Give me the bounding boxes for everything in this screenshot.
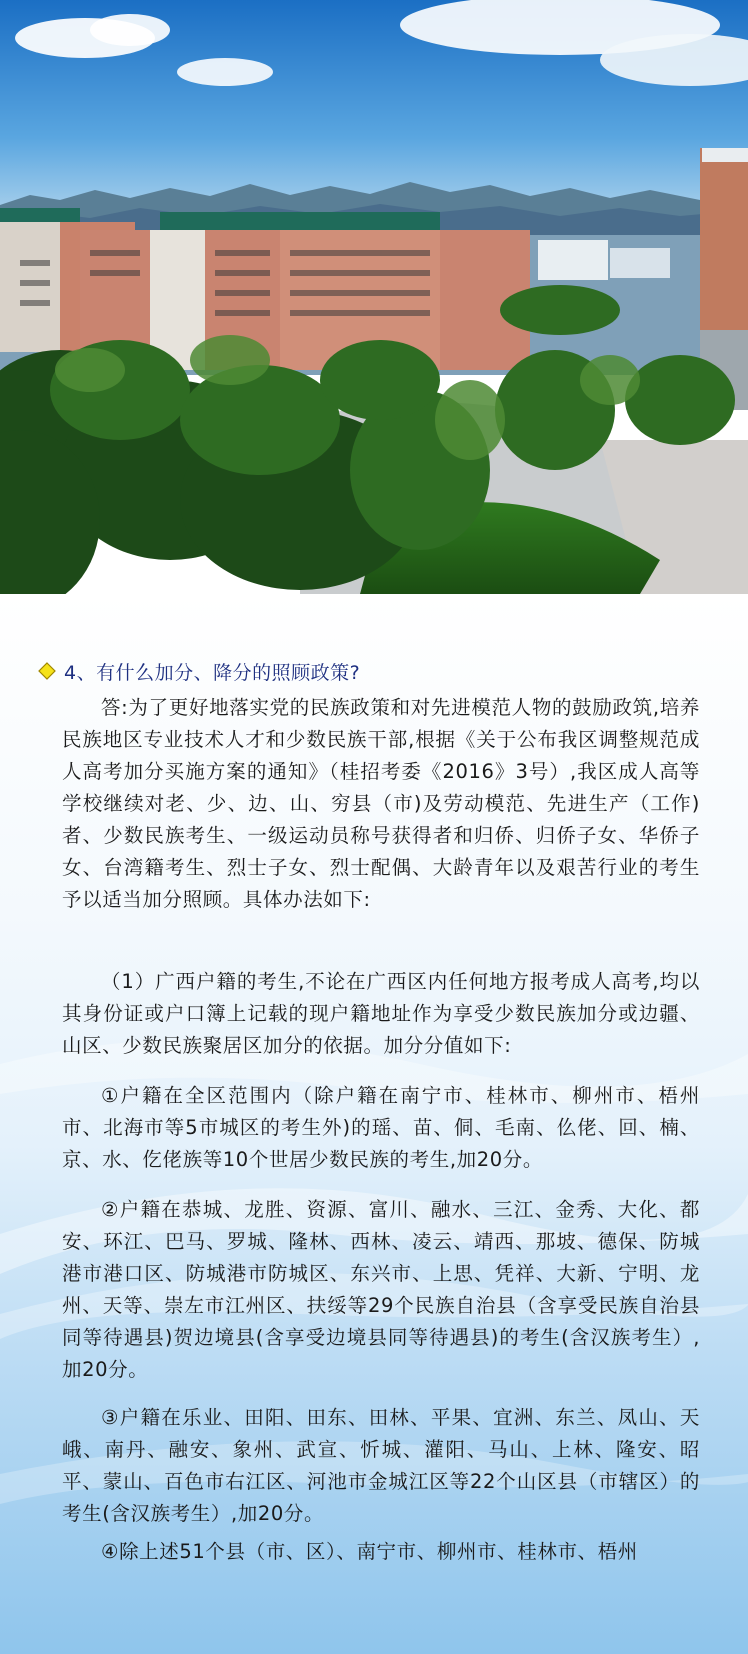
rule-1-paragraph: （1）广西户籍的考生,不论在广西区内任何地方报考成人高考,均以其身份证或户口簿上记载的现户籍地址作为享受少数民族加分或边疆、山区、少数民族聚居区加分的依据。加分分值如下: [62,970,700,1057]
diamond-bullet-icon [38,662,56,680]
campus-photo [0,0,748,594]
rule-1b-paragraph: ②户籍在恭城、龙胜、资源、富川、融水、三江、金秀、大化、都安、环江、巴马、罗城、隆林、西林、凌云、靖西、那坡、德保、防城港市港口区、防城港市防城区、东兴市、上思、凭祥、大新、宁明、龙州、天等、崇左市江州区、扶绥等29个民族自治县（含享受民族自治县同等待遇县)贺边境县(含享受边境县同等待遇县)的考生(含汉族考生）,加20分。 [62,1198,700,1381]
rule-1d-paragraph: ④除上述51个县（市、区）、南宁市、柳州市、桂林市、梧州 [101,1540,638,1563]
policy-content [0,594,748,1654]
section-heading [38,656,360,686]
answer-paragraph: 答:为了更好地落实党的民族政策和对先进模范人物的鼓励政筑,培养民族地区专业技术人才和少数民族干部,根据《关于公布我区调整规范成人高考加分买施方案的通知》（桂招考委《2016》3号）,我区成人高等学校继续对老、少、边、山、穷县（市)及劳动模范、先进生产（工作)者、少数民族考生、一级运动员称号获得者和归侨、归侨子女、华侨子女、台湾籍考生、烈士子女、烈士配偶、大龄青年以及艰苦行业的考生予以适当加分照顾。具体办法如下: [62,696,700,911]
rule-1c-paragraph: ③户籍在乐业、田阳、田东、田林、平果、宜洲、东兰、凤山、天峨、南丹、融安、象州、武宣、忻城、灌阳、马山、上林、隆安、昭平、蒙山、百色市右江区、河池市金城江区等22个山区县（市辖区）的考生(含汉族考生）,加20分。 [62,1406,700,1525]
section-heading-text: 4、有什么加分、降分的照顾政策? [64,661,361,684]
rule-1a-paragraph: ①户籍在全区范围内（除户籍在南宁市、桂林市、柳州市、梧州市、北海市等5市城区的考生外)的瑶、苗、侗、毛南、仫佬、回、楠、京、水、仡佬族等10个世居少数民族的考生,加20分。 [62,1084,700,1171]
campus-photo-illustration [0,0,748,594]
